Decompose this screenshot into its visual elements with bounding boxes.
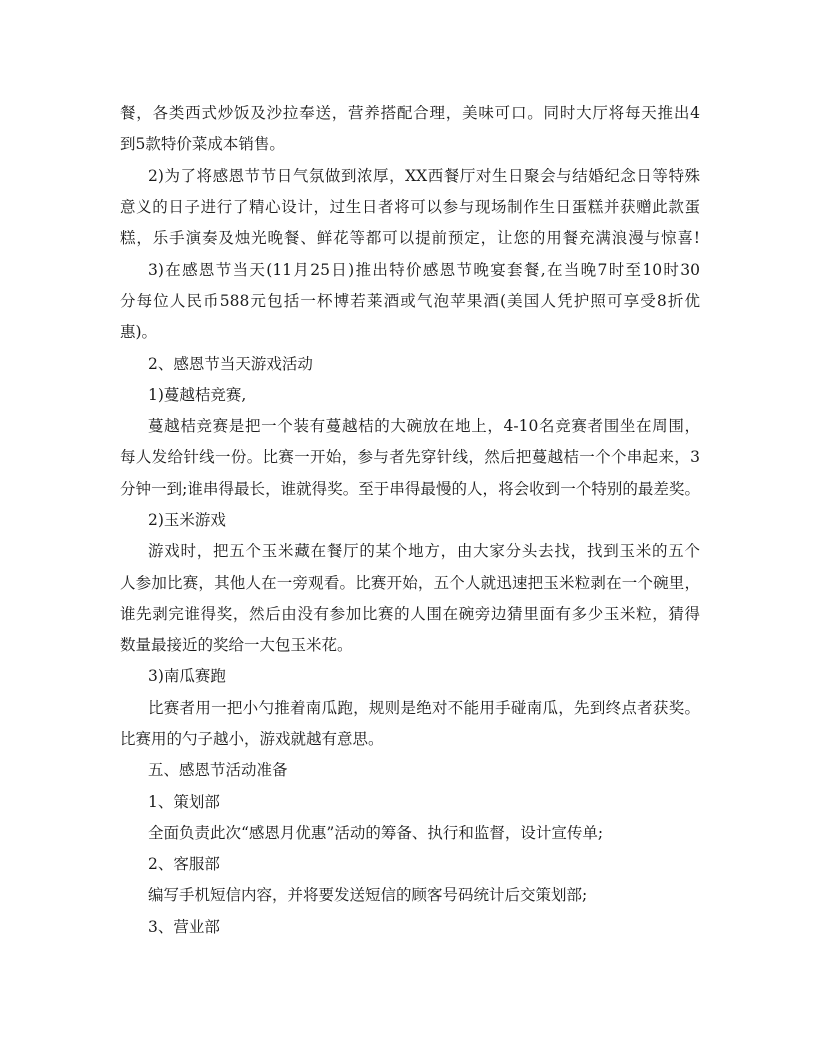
text-line: 数量最接近的奖给一大包玉米花。: [120, 636, 353, 654]
text-line: 蔓越桔竞赛是把一个装有蔓越桔的大碗放在地上，4-10名竞赛者围坐在周围，: [148, 417, 700, 435]
section-heading: 2、感恩节当天游戏活动: [148, 355, 313, 373]
sub-heading: 3)南瓜赛跑: [148, 667, 226, 685]
text-line: 分每位人民币588元包括一杯博若莱酒或气泡苹果酒(美国人凭护照可享受8折优: [120, 292, 700, 310]
text-line: 比赛者用一把小勺推着南瓜跑，规则是绝对不能用手碰南瓜，先到终点者获奖。: [148, 699, 700, 717]
text-line: 惠)。: [120, 323, 158, 341]
sub-heading: 1、策划部: [148, 793, 220, 811]
text-line: 糕，乐手演奏及烛光晚餐、鲜花等都可以提前预定，让您的用餐充满浪漫与惊喜!: [120, 229, 700, 247]
sub-heading: 3、营业部: [148, 918, 220, 936]
text-line: 到5款特价菜成本销售。: [120, 135, 285, 153]
sub-heading: 2、客服部: [148, 855, 220, 873]
text-line: 编写手机短信内容，并将要发送短信的顾客号码统计后交策划部;: [148, 886, 588, 904]
sub-heading: 2)玉米游戏: [148, 511, 226, 529]
text-line: 意义的日子进行了精心设计，过生日者将可以参与现场制作生日蛋糕并获赠此款蛋: [120, 198, 700, 216]
text-line: 游戏时，把五个玉米藏在餐厅的某个地方，由大家分头去找，找到玉米的五个: [148, 542, 700, 560]
text-line: 3)在感恩节当天(11月25日)推出特价感恩节晚宴套餐,在当晚7时至10时30: [148, 261, 700, 279]
text-line: 谁先剥完谁得奖，然后由没有参加比赛的人围在碗旁边猜里面有多少玉米粒，猜得: [120, 605, 700, 623]
text-line: 每人发给针线一份。比赛一开始，参与者先穿针线，然后把蔓越桔一个个串起来，3: [120, 448, 700, 466]
text-line: 比赛用的勺子越小，游戏就越有意思。: [120, 730, 384, 748]
text-line: 全面负责此次“感恩月优惠”活动的筹备、执行和监督，设计宣传单;: [148, 824, 604, 842]
section-heading: 五、感恩节活动准备: [148, 761, 288, 779]
text-line: 餐，各类西式炒饭及沙拉奉送，营养搭配合理，美味可口。同时大厅将每天推出4: [120, 104, 700, 122]
text-line: 分钟一到;谁串得最长，谁就得奖。至于串得最慢的人，将会收到一个特别的最差奖。: [120, 480, 700, 498]
sub-heading: 1)蔓越桔竞赛,: [148, 386, 247, 404]
text-line: 2)为了将感恩节节日气氛做到浓厚，XX西餐厅对生日聚会与结婚纪念日等特殊: [148, 167, 700, 185]
text-line: 人参加比赛，其他人在一旁观看。比赛开始，五个人就迅速把玉米粒剥在一个碗里，: [120, 574, 700, 592]
